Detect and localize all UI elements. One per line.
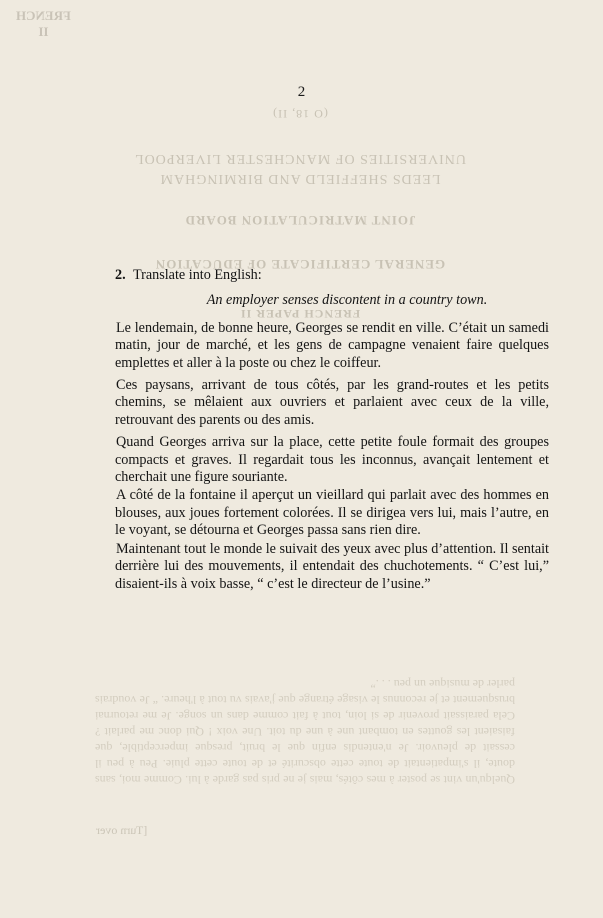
bleed-through-text: FRENCH PAPER II [239, 307, 361, 321]
bleed-through-text: GENERAL CERTIFICATE OF EDUCATION [154, 257, 446, 272]
bleed-through-text: JOINT MATRICULATION BOARD [184, 213, 416, 228]
passage-paragraph: Maintenant tout le monde le suivait des yeux avec plus d’attention. Il sentait derrière lui des mouvements, il entendait des chuchotements. “ C’est lui,” disaient-ils à voix basse, “ c’est le directeur de l’usine.” [115, 540, 550, 592]
corner-paper-number: II [38, 24, 49, 39]
bleed-through-text: LEEDS SHEFFIELD AND BIRMINGHAM [159, 171, 441, 186]
bleed-through-paragraph: Quelqu'un vint se poster à mes côtés, mais je ne pris pas garde à lui. Comme moi, sans doute, il s'impatientait de toute cette obscurité et de toute cette pluie. Peu à peu il cessait de pleuvoir. Je n'entendis enfin que le bruit, presque imperceptible, que faisaient les gouttes en tombant une à une du toit. Une voix ! Qui donc me parlait ? Cela paraissait provenir de si loin, tout à fait comme dans un songe. Je me retournai brusquement et je reconnus le visage étrange que j'avais vu tout à l'heure. “ Je voudrais parler de musique un peu . . .” [95, 677, 515, 787]
question-number: 2. [115, 267, 126, 283]
subject-corner-mark [16, 8, 71, 40]
passage-paragraph: Quand Georges arriva sur la place, cette petite foule formait des groupes compacts et graves. Il regardait tous les inconnus, avançait lentement et cherchait une figure souriante. [115, 434, 549, 486]
bleed-through-text: UNIVERSITIES OF MANCHESTER LIVERPOOL [134, 151, 466, 166]
passage-title: An employer senses discontent in a country town. [206, 292, 488, 309]
corner-subject: FRENCH [16, 8, 71, 23]
question-instruction: Translate into English: [132, 267, 262, 283]
bleed-through-text: [Turn over [96, 823, 148, 837]
bleed-through-text: (O 18, II) [272, 107, 328, 121]
passage-paragraph: Le lendemain, de bonne heure, Georges se rendit en ville. C’était un samedi matin, jour de marché, et les gens de campagne venaient faire quelques emplettes et aller à la poste ou chez le coiffeur. [115, 319, 549, 371]
passage-paragraph: A côté de la fontaine il aperçut un vieillard qui parlait avec des hommes en blouses, aux joues fortement colorées. Il se dirigea vers lui, mais l’autre, en le voyant, se détourna et Georges passa sans rien dire. [115, 487, 549, 539]
question-block [115, 267, 549, 594]
page-number: 2 [297, 84, 306, 100]
question-heading [115, 267, 549, 284]
passage-paragraph: Ces paysans, arrivant de tous côtés, par les grand-routes et les petits chemins, se mêlaient aux ouvriers et parlaient avec ceux de la ville, retrouvant des parents ou des amis. [115, 377, 549, 428]
